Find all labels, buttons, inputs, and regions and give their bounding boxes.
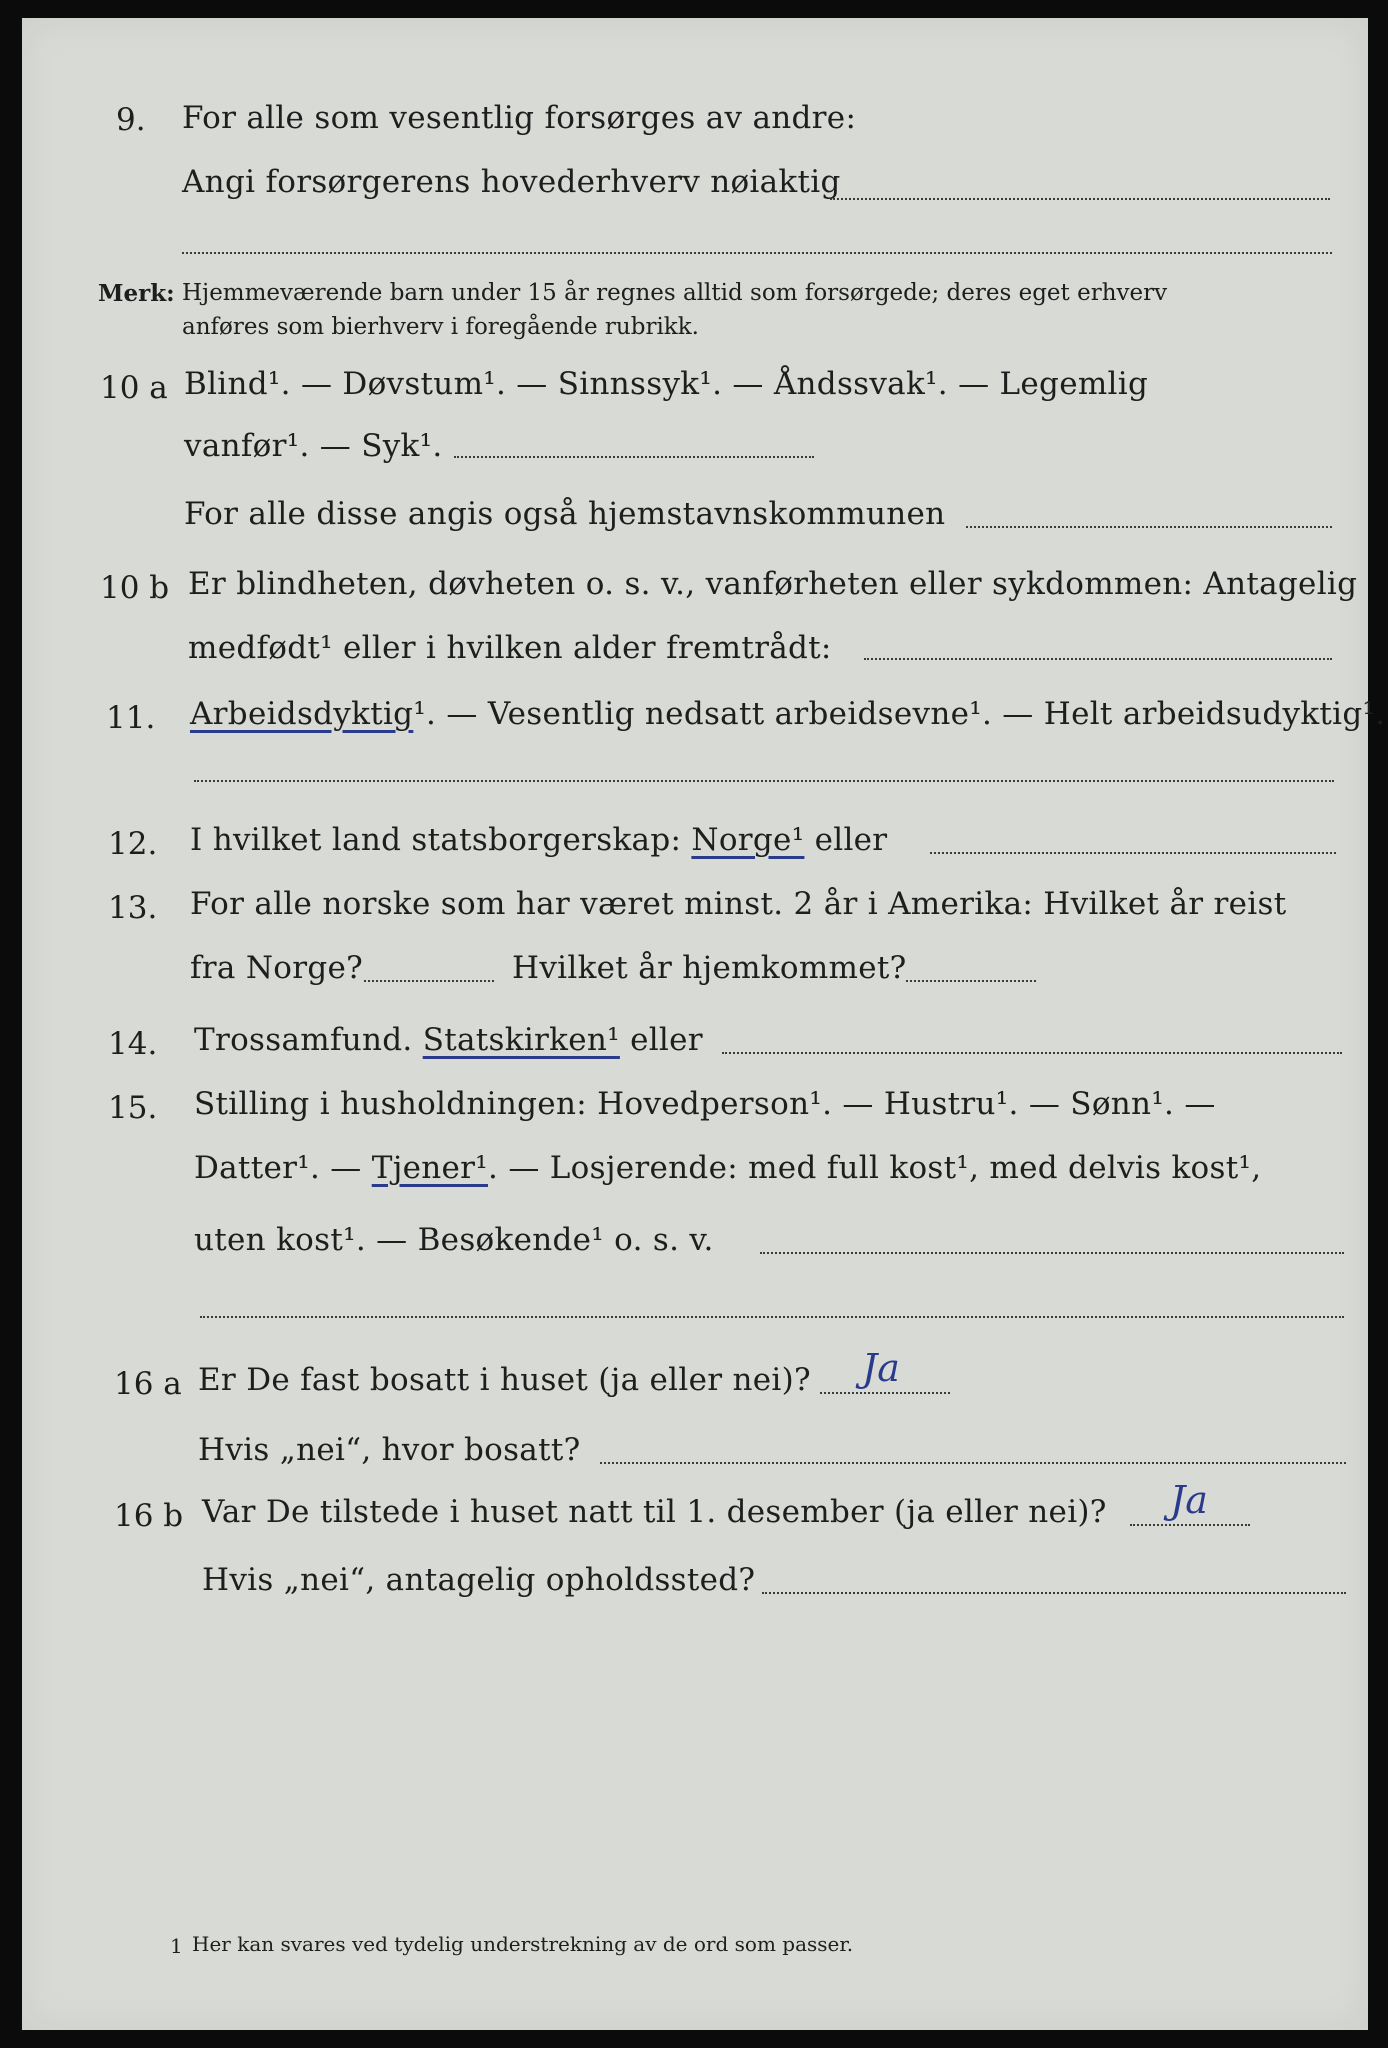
q15-line2 (194, 1150, 1261, 1186)
q12-underlined-answer: Norge¹ (691, 822, 805, 858)
q16a-number: 16 a (114, 1366, 182, 1402)
q12-number: 12. (108, 826, 158, 862)
q10a-line3: For alle disse angis også hjemstavnskommunen (184, 496, 946, 532)
q12-line (190, 822, 887, 858)
q15-underlined-answer: Tjener¹ (371, 1150, 489, 1186)
q11-line1 (190, 696, 1385, 732)
q11-line1-rest: ¹. — Vesentlig nedsatt arbeidsevne¹. — Helt arbeidsudyktig¹. (413, 696, 1386, 732)
q15-answer-line-2[interactable] (200, 1316, 1344, 1318)
q15-line3: uten kost¹. — Besøkende¹ o. s. v. (194, 1222, 714, 1258)
q10a-line1: Blind¹. — Døvstum¹. — Sinnssyk¹. — Åndssvak¹. — Legemlig (184, 366, 1149, 402)
q16a-answer-line-2[interactable] (600, 1462, 1346, 1464)
q10b-number: 10 b (100, 570, 170, 606)
q14-answer-line[interactable] (722, 1052, 1342, 1054)
q12-rest: eller (814, 822, 888, 858)
q9-answer-line-1[interactable] (830, 198, 1330, 200)
q10b-line1: Er blindheten, døvheten o. s. v., vanførheten eller sykdommen: Antagelig (188, 566, 1358, 602)
q11-underlined-answer: Arbeidsdyktig (190, 696, 414, 732)
q9-line2: Angi forsørgerens hovederhverv nøiaktig (182, 164, 841, 200)
q13-number: 13. (108, 890, 158, 926)
q9-answer-line-2[interactable] (182, 252, 1332, 254)
merk-line1: Hjemmeværende barn under 15 år regnes alltid som forsørgede; deres eget erhverv (182, 280, 1168, 306)
q14-number: 14. (108, 1026, 158, 1062)
q10a-answer-line-2[interactable] (966, 526, 1332, 528)
q12-text: I hvilket land statsborgerskap: (190, 822, 682, 858)
q15-number: 15. (108, 1090, 158, 1126)
q11-number: 11. (106, 700, 156, 736)
q13-line1: For alle norske som har været minst. 2 år i Amerika: Hvilket år reist (190, 886, 1287, 922)
q16a-line2: Hvis „nei“, hvor bosatt? (198, 1432, 581, 1468)
q10a-number: 10 a (100, 370, 168, 406)
q10b-line2: medfødt¹ eller i hvilken alder fremtrådt: (188, 630, 832, 666)
merk-label: Merk: (98, 280, 175, 307)
q16b-number: 16 b (114, 1498, 184, 1534)
merk-line2: anføres som bierhverv i foregående rubrikk. (182, 314, 699, 340)
q14-text: Trossamfund. (194, 1022, 413, 1058)
footnote-marker: 1 (170, 1934, 183, 1958)
q15-line2a: Datter¹. — (194, 1150, 362, 1186)
q9-number: 9. (116, 102, 146, 138)
q16b-handwritten-answer: Ja (1170, 1478, 1208, 1522)
q10a-answer-line-1[interactable] (454, 456, 814, 458)
q10b-answer-line[interactable] (864, 658, 1332, 660)
q13-answer-line-2[interactable] (906, 980, 1036, 982)
q9-line1: For alle som vesentlig forsørges av andre: (182, 100, 857, 136)
q16b-line2: Hvis „nei“, antagelig opholdssted? (202, 1562, 756, 1598)
census-form-page (22, 18, 1386, 2030)
q14-line (194, 1022, 703, 1058)
footnote-text: Her kan svares ved tydelig understrekning av de ord som passer. (192, 1932, 854, 1956)
q15-answer-line-1[interactable] (760, 1252, 1344, 1254)
q13-answer-line-1[interactable] (364, 980, 494, 982)
q16a-line1: Er De fast bosatt i huset (ja eller nei)? (198, 1362, 811, 1398)
q16a-answer-line[interactable] (820, 1392, 950, 1394)
q13-line2b: Hvilket år hjemkommet? (512, 950, 907, 986)
q10a-line2: vanfør¹. — Syk¹. (184, 428, 443, 464)
q15-line1: Stilling i husholdningen: Hovedperson¹. — Hustru¹. — Sønn¹. — (194, 1086, 1216, 1122)
q12-answer-line[interactable] (930, 852, 1336, 854)
q14-underlined-answer: Statskirken¹ (422, 1022, 620, 1058)
q16b-line1: Var De tilstede i huset natt til 1. desember (ja eller nei)? (202, 1494, 1107, 1530)
q16a-handwritten-answer: Ja (862, 1346, 900, 1390)
q11-answer-line[interactable] (194, 780, 1334, 782)
q16b-answer-line[interactable] (1130, 1524, 1250, 1526)
q14-rest: eller (630, 1022, 703, 1058)
q13-line2a: fra Norge? (190, 950, 364, 986)
q15-line2b: . — Losjerende: med full kost¹, med delvis kost¹, (488, 1150, 1262, 1186)
q16b-answer-line-2[interactable] (762, 1592, 1346, 1594)
